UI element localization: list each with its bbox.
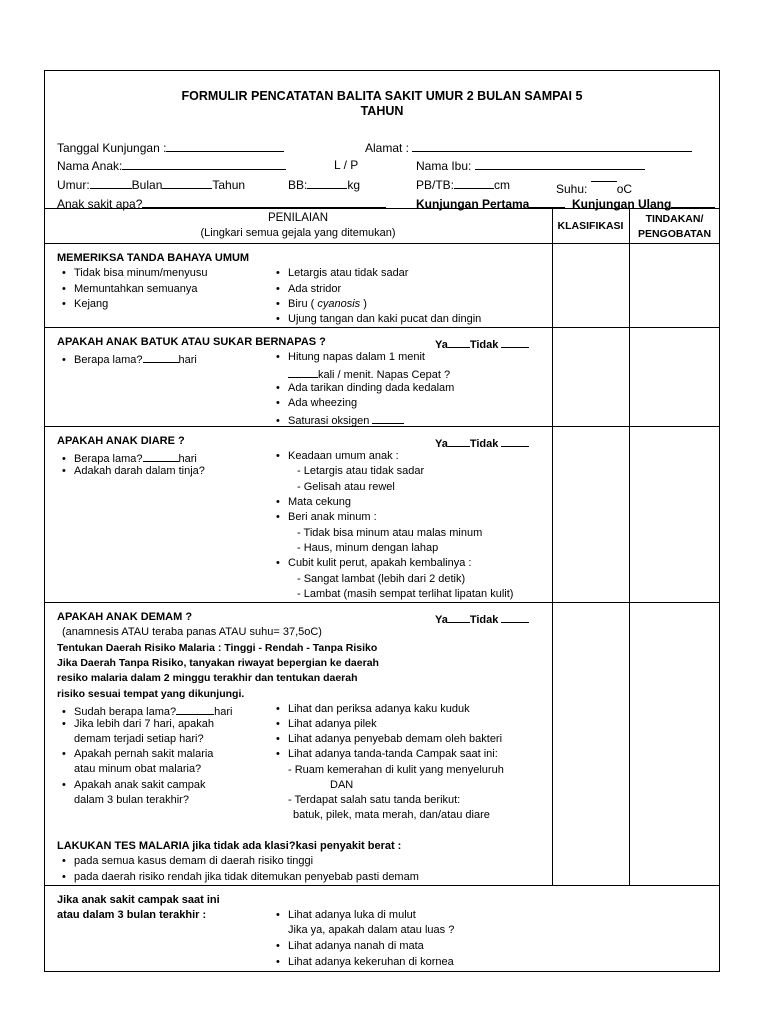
campak-heading-line1: Jika anak sakit campak saat ini [57, 894, 220, 906]
batuk-heading: APAKAH ANAK BATUK ATAU SUKAR BERNAPAS ? [57, 336, 326, 348]
suhu-field[interactable]: Suhu: oC [556, 177, 632, 196]
risiko-line: Jika Daerah Tanpa Risiko, tanyakan riwayat bepergian ke daerah [57, 657, 379, 669]
alamat-field[interactable] [365, 140, 692, 155]
bahaya-heading: MEMERIKSA TANDA BAHAYA UMUM [57, 252, 250, 264]
list-item[interactable]: • pada semua kasus demam di daerah risiko tinggi [62, 855, 314, 867]
list-item[interactable]: • Berapa lama? hari [62, 351, 197, 367]
list-item[interactable]: • Lihat adanya kekeruhan di kornea [276, 956, 454, 968]
list-item[interactable]: dalam 3 bulan terakhir? [74, 794, 189, 806]
umur-field[interactable]: Umur: Bulan Tahun [57, 178, 246, 192]
table-header-bottom [44, 243, 720, 244]
list-item[interactable]: • Kejang [62, 298, 109, 310]
list-item[interactable]: Jika ya, apakah dalam atau luas ? [288, 924, 455, 936]
list-item[interactable]: • Ada tarikan dinding dada kedalam [276, 382, 455, 394]
list-item[interactable]: - Letargis atau tidak sadar [297, 465, 425, 477]
list-item[interactable]: • Hitung napas dalam 1 menit [276, 351, 425, 363]
demam-ya-tidak[interactable]: Ya Tidak [435, 611, 529, 627]
nama-anak-field[interactable] [57, 158, 286, 173]
list-item[interactable]: • Memuntahkan semuanya [62, 283, 198, 295]
kunjungan-pertama-option[interactable]: Kunjungan Pertama [416, 196, 565, 211]
list-item[interactable]: atau minum obat malaria? [74, 763, 202, 775]
table-top-border [44, 208, 720, 209]
gender-label[interactable]: L / P [334, 158, 359, 172]
list-item[interactable]: • Beri anak minum : [276, 511, 377, 523]
list-item[interactable]: • Apakah anak sakit campak [62, 779, 206, 791]
list-item[interactable]: • Mata cekung [276, 496, 351, 508]
kunjungan-ulang-option[interactable]: Kunjungan Ulang [572, 196, 715, 211]
list-item[interactable]: • Lihat adanya nanah di mata [276, 940, 424, 952]
klasifikasi-header: KLASIFIKASI [557, 220, 624, 232]
list-item[interactable]: - Lambat (masih sempat terlihat lipatan kulit) [297, 588, 514, 600]
risiko-line: risiko sesuai tempat yang dikunjungi. [57, 688, 245, 700]
tindakan-header-line1: TINDAKAN/ [645, 213, 704, 225]
list-item[interactable]: demam terjadi setiap hari? [74, 733, 204, 745]
diare-heading: APAKAH ANAK DIARE ? [57, 435, 185, 447]
list-item[interactable]: - Ruam kemerahan di kulit yang menyeluruh [288, 764, 504, 776]
form-title-line2: TAHUN [360, 104, 404, 118]
bb-field[interactable]: BB: kg [288, 178, 361, 192]
list-item[interactable]: • Lihat dan periksa adanya kaku kuduk [276, 703, 470, 715]
list-item[interactable]: • Biru ( cyanosis ) [276, 298, 367, 310]
tindakan-header-line2: PENGOBATAN [637, 228, 712, 240]
list-item[interactable]: - Gelisah atau rewel [297, 481, 395, 493]
list-item[interactable]: • Lihat adanya penyebab demam oleh bakteri [276, 733, 503, 745]
list-item[interactable]: • Ujung tangan dan kaki pucat dan dingin [276, 313, 482, 325]
tanggal-label: Tanggal Kunjungan : [57, 141, 167, 155]
list-item[interactable]: • Letargis atau tidak sadar [276, 267, 409, 279]
list-item[interactable]: • Ada stridor [276, 283, 342, 295]
campak-heading-line2: atau dalam 3 bulan terakhir : [57, 909, 207, 921]
list-item[interactable]: batuk, pilek, mata merah, dan/atau diare [293, 809, 490, 821]
risiko-line: resiko malaria dalam 2 minggu terakhir dan tentukan daerah [57, 672, 358, 684]
batuk-ya-tidak[interactable]: Ya Tidak [435, 336, 529, 352]
demam-heading: APAKAH ANAK DEMAM ? [57, 611, 193, 623]
list-item[interactable]: • Berapa lama? hari [62, 450, 197, 466]
section-divider [44, 885, 720, 886]
list-item[interactable]: - Sangat lambat (lebih dari 2 detik) [297, 573, 466, 585]
penilaian-header: PENILAIAN [267, 212, 329, 224]
nama-ibu-label: Nama Ibu: [416, 159, 472, 173]
list-item[interactable]: - Tidak bisa minum atau malas minum [297, 527, 483, 539]
tanggal-kunjungan-field[interactable] [57, 140, 284, 155]
nama-anak-label: Nama Anak: [57, 159, 123, 173]
list-item[interactable]: - Terdapat salah satu tanda berikut: [288, 794, 461, 806]
list-item[interactable]: • Sudah berapa lama? hari [62, 703, 232, 719]
list-item[interactable]: • Lihat adanya pilek [276, 718, 377, 730]
form-title-line1: FORMULIR PENCATATAN BALITA SAKIT UMUR 2 BULAN SAMPAI 5 [181, 89, 583, 103]
list-item[interactable]: kali / menit. Napas Cepat ? [288, 366, 450, 382]
section-divider [44, 602, 720, 603]
list-item[interactable]: • Ada wheezing [276, 397, 358, 409]
list-item[interactable]: • Cubit kulit perut, apakah kembalinya : [276, 557, 472, 569]
list-item[interactable]: • pada daerah risiko rendah jika tidak ditemukan penyebab pasti demam [62, 871, 419, 883]
alamat-label: Alamat : [365, 141, 410, 155]
nama-ibu-field[interactable] [416, 158, 645, 173]
penilaian-subheader: (Lingkari semua gejala yang ditemukan) [200, 227, 396, 239]
anak-sakit-field[interactable]: Anak sakit apa? [57, 196, 386, 211]
list-item[interactable]: • Keadaan umum anak : [276, 450, 399, 462]
list-item[interactable]: • Adakah darah dalam tinja? [62, 465, 205, 477]
list-item[interactable]: • Saturasi oksigen [276, 412, 404, 428]
list-item[interactable]: • Lihat adanya luka di mulut [276, 909, 416, 921]
list-item[interactable]: • Jika lebih dari 7 hari, apakah [62, 718, 215, 730]
list-item[interactable]: • Apakah pernah sakit malaria [62, 748, 214, 760]
pbtb-field[interactable]: PB/TB: cm [416, 178, 511, 192]
diare-ya-tidak[interactable]: Ya Tidak [435, 435, 529, 451]
list-item[interactable]: DAN [330, 779, 354, 791]
risiko-line: Tentukan Daerah Risiko Malaria : Tinggi - Rendah - Tanpa Risiko [57, 642, 378, 654]
demam-subheading: (anamnesis ATAU teraba panas ATAU suhu= 37,5oC) [62, 626, 322, 638]
list-item[interactable]: - Haus, minum dengan lahap [297, 542, 439, 554]
list-item[interactable]: • Lihat adanya tanda-tanda Campak saat ini: [276, 748, 498, 760]
tes-malaria-heading: LAKUKAN TES MALARIA jika tidak ada klasi?kasi penyakit berat : [57, 840, 402, 852]
tindakan-column-divider [629, 208, 630, 885]
list-item[interactable]: • Tidak bisa minum/menyusu [62, 267, 208, 279]
klasifikasi-column-divider [552, 208, 553, 885]
section-divider [44, 327, 720, 328]
